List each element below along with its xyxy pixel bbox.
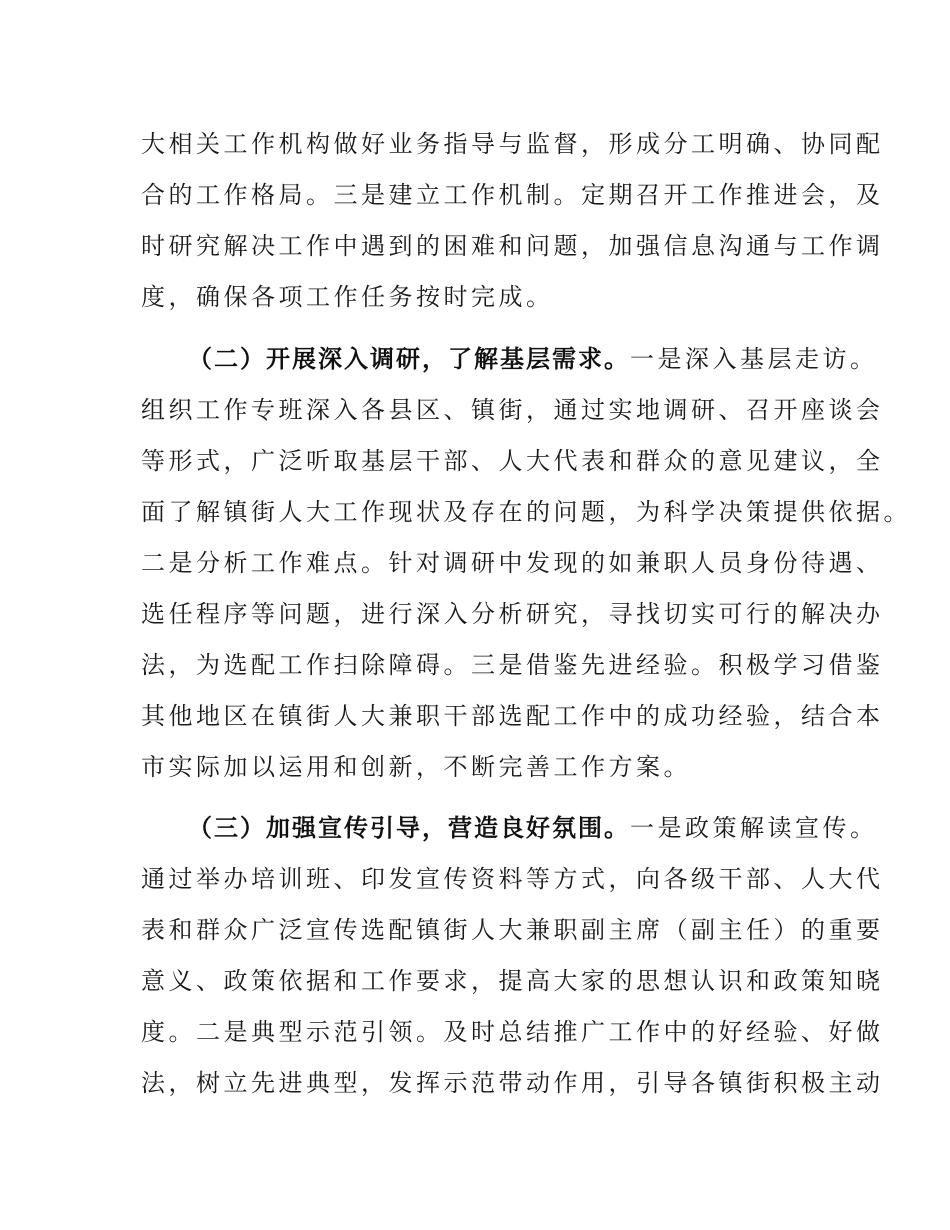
paragraph-2-line-2: 组织工作专班深入各县区、镇街，通过实地调研、召开座谈会	[141, 396, 884, 424]
paragraph-2-line-9: 市实际加以运用和创新，不断完善工作方案。	[141, 753, 691, 781]
paragraph-2-heading: （二）开展深入调研，了解基层需求。	[188, 345, 630, 373]
paragraph-2-line-7: 法，为选配工作扫除障碍。三是借鉴先进经验。积极学习借鉴	[141, 651, 884, 679]
paragraph-2-line-4: 面了解镇街人大工作现状及存在的问题，为科学决策提供依据。	[141, 498, 911, 526]
paragraph-2-line-3: 等形式，广泛听取基层干部、人大代表和群众的意见建议，全	[141, 447, 884, 475]
paragraph-2-line-5: 二是分析工作难点。针对调研中发现的如兼职人员身份待遇、	[141, 549, 884, 577]
paragraph-3-line-4: 意义、政策依据和工作要求，提高大家的思想认识和政策知晓	[141, 967, 884, 995]
paragraph-3-line-2: 通过举办培训班、印发宣传资料等方式，向各级干部、人大代	[141, 865, 884, 893]
paragraph-2-first-line	[188, 339, 888, 379]
paragraph-2-first-line-text: 一是深入基层走访。	[630, 345, 878, 373]
paragraph-3-line-6: 法，树立先进典型，发挥示范带动作用，引导各镇街积极主动	[141, 1069, 884, 1097]
paragraph-3-first-line-text: 一是政策解读宣传。	[630, 814, 878, 842]
paragraph-3-first-line	[188, 808, 888, 848]
paragraph-3-heading: （三）加强宣传引导，营造良好氛围。	[188, 814, 630, 842]
paragraph-1-line-2: 合的工作格局。三是建立工作机制。定期召开工作推进会，及	[141, 181, 884, 209]
paragraph-2-line-8: 其他地区在镇街人大兼职干部选配工作中的成功经验，结合本	[141, 702, 884, 730]
paragraph-3-line-3: 表和群众广泛宣传选配镇街人大兼职副主席（副主任）的重要	[141, 916, 884, 944]
paragraph-1-line-3: 时研究解决工作中遇到的困难和问题，加强信息沟通与工作调	[141, 232, 884, 260]
paragraph-2-line-6: 选任程序等问题，进行深入分析研究，寻找切实可行的解决办	[141, 600, 884, 628]
paragraph-1-line-1: 大相关工作机构做好业务指导与监督，形成分工明确、协同配	[141, 130, 884, 158]
paragraph-3-line-5: 度。二是典型示范引领。及时总结推广工作中的好经验、好做	[141, 1018, 884, 1046]
paragraph-1-line-4: 度，确保各项工作任务按时完成。	[141, 283, 554, 311]
